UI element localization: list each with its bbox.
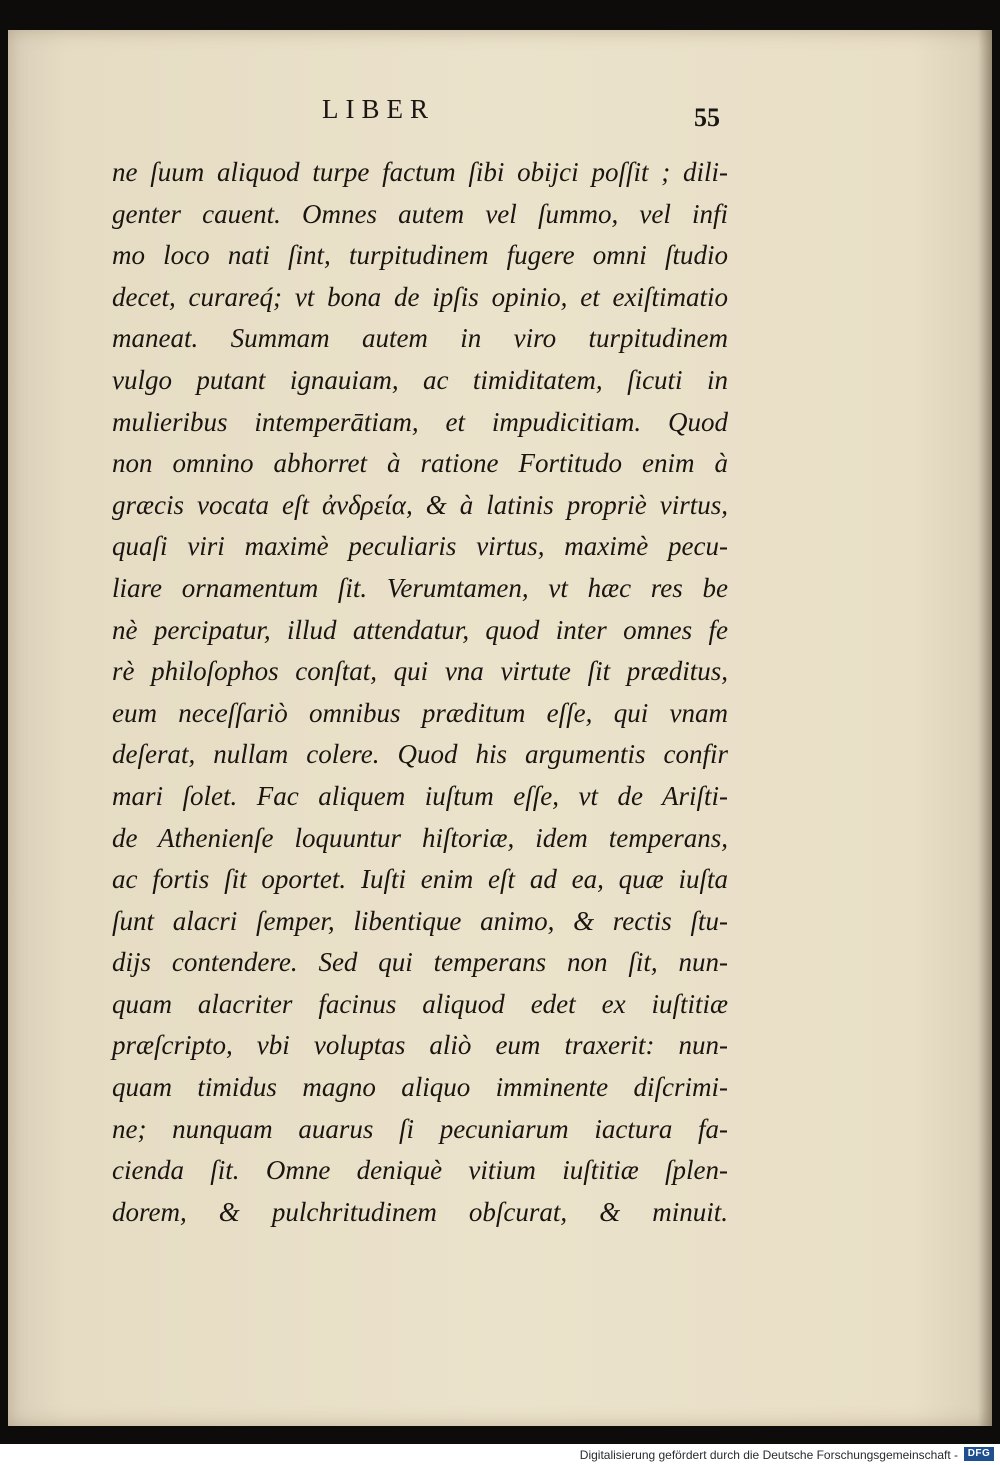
text-line: decet, curareq́; vt bona de ipſis opinio, et exiſtimatio — [112, 281, 728, 312]
text-line: ne ſuum aliquod turpe factum ſibi obijci poſſit ; dili- — [112, 157, 728, 187]
text-line: mulieribus intemperātiam, et impudicitiam. Quod — [112, 406, 728, 437]
text-line: dijs contendere. Sed qui temperans non ſit, nun- — [112, 947, 728, 978]
text-line: cienda ſit. Omne deniquè vitium iuſtitiæ ſplen- — [112, 1155, 728, 1186]
text-line: præſcripto, vbi voluptas aliò eum traxerit: nun- — [112, 1030, 728, 1061]
text-line: liare ornamentum ſit. Verumtamen, vt hæc res be — [112, 572, 728, 603]
text-line: mari ſolet. Fac aliquem iuſtum eſſe, vt de Ariſti- — [112, 780, 728, 811]
text-line: vulgo putant ignauiam, ac timiditatem, ſicuti in — [112, 364, 728, 395]
text-line: genter cauent. Omnes autem vel ſummo, vel infi — [112, 198, 728, 229]
text-line: quam timidus magno aliquo imminente diſcrimi- — [112, 1072, 728, 1103]
text-line: de Athenienſe loquuntur hiſtoriæ, idem temperans, — [112, 822, 728, 853]
text-line: eum neceſſariò omnibus præditum eſſe, qui vnam — [112, 697, 728, 728]
text-line: maneat. Summam autem in viro turpitudinem — [112, 323, 728, 354]
running-head: LIBER — [322, 94, 435, 124]
text-line: ſunt alacri ſemper, libentique animo, & rectis ſtu- — [112, 905, 728, 936]
body-text — [112, 152, 728, 1233]
page-edge-shadow — [978, 30, 992, 1426]
text-line: deſerat, nullam colere. Quod his argumentis confir — [112, 739, 728, 770]
text-line: ne; nunquam auarus ſi pecuniarum iactura fa- — [112, 1113, 728, 1144]
text-line: quam alacriter facinus aliquod edet ex iuſtitiæ — [112, 988, 728, 1019]
text-line: dorem, & pulchritudinem obſcurat, & minuit. — [112, 1196, 728, 1227]
page-number: 55 — [694, 103, 720, 132]
text-line: græcis vocata eſt ἀνδρεία, & à latinis propriè virtus, — [112, 489, 728, 520]
text-line: ac fortis ſit oportet. Iuſti enim eſt ad ea, quæ iuſta — [112, 864, 728, 895]
text-line: nè percipatur, illud attendatur, quod inter omnes fe — [112, 614, 728, 645]
digitization-credit: Digitalisierung gefördert durch die Deutsche Forschungsgemeinschaft - — [579, 1448, 958, 1462]
text-line: quaſi viri maximè peculiaris virtus, maximè pecu- — [112, 531, 728, 562]
text-line: rè philoſophos conſtat, qui vna virtute ſit præditus, — [112, 656, 728, 687]
dfg-logo: DFG — [964, 1447, 994, 1461]
text-line: non omnino abhorret à ratione Fortitudo enim à — [112, 448, 728, 479]
text-line: mo loco nati ſint, turpitudinem fugere omni ſtudio — [112, 240, 728, 271]
